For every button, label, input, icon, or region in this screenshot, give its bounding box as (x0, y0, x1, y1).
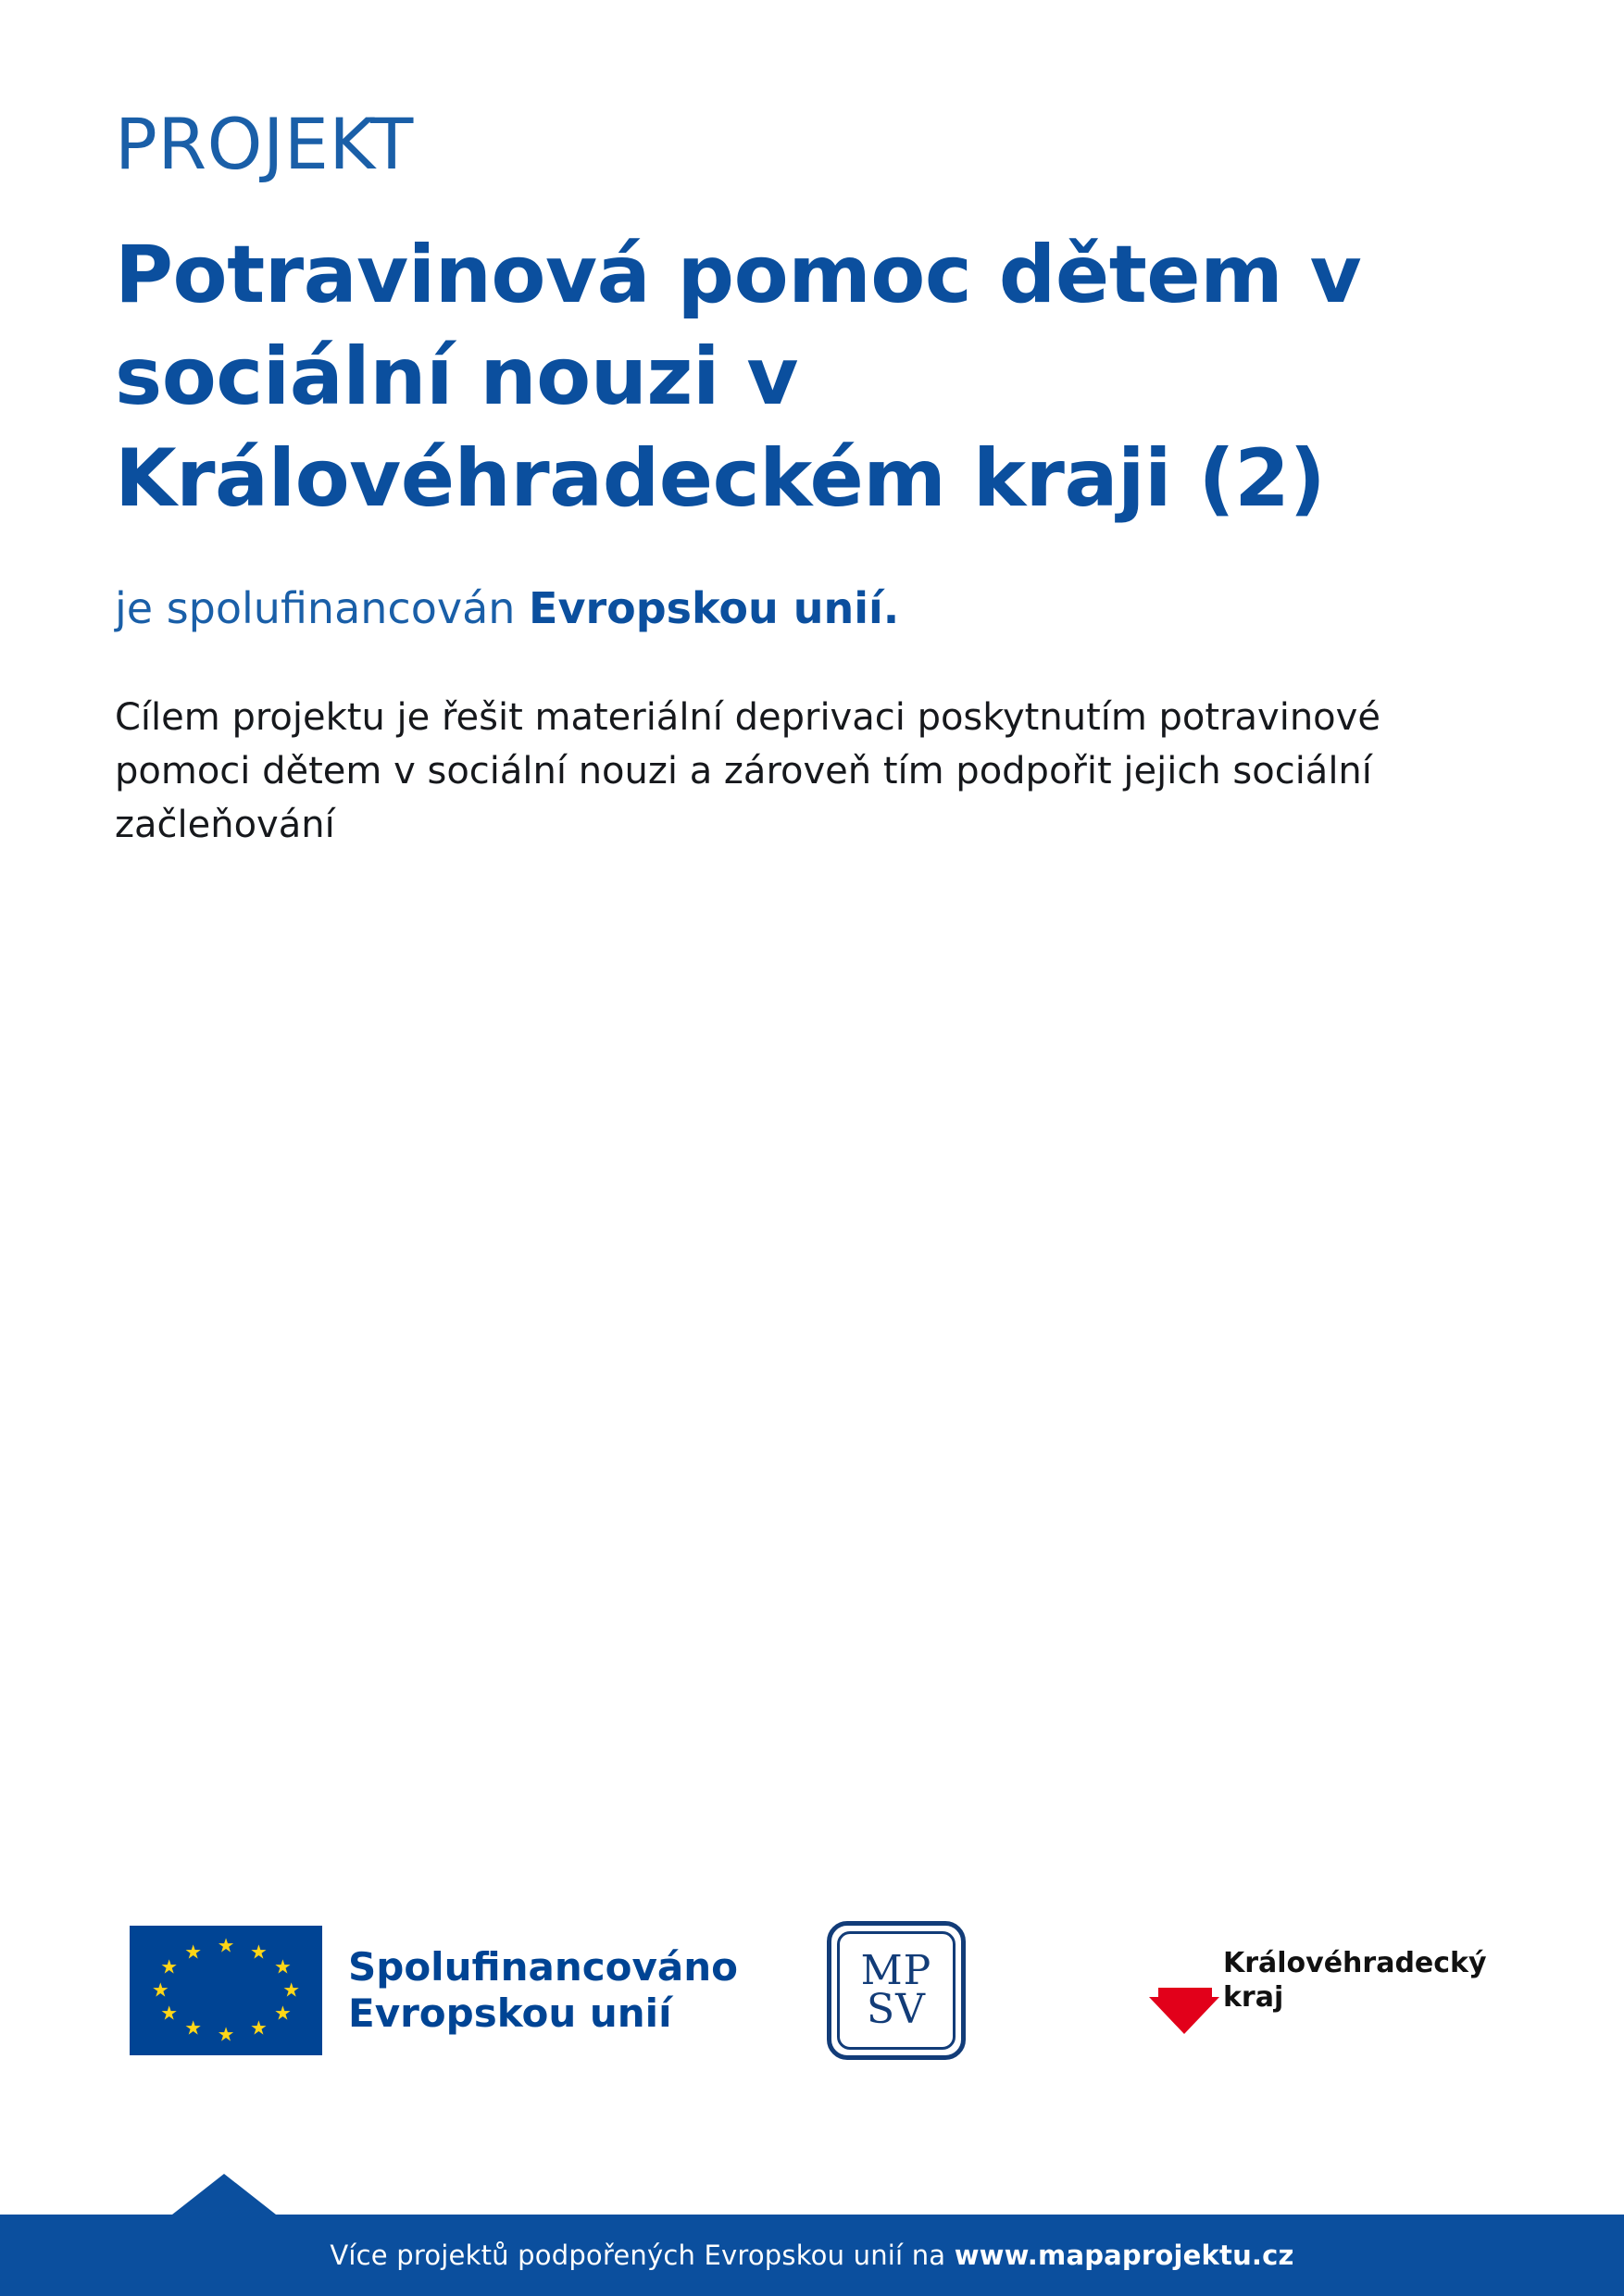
logo-strip (130, 1916, 1500, 2065)
eu-flag-icon: ★ ★ ★ ★ ★ ★ ★ ★ ★ ★ ★ ★ (130, 1926, 322, 2055)
cofinancing-subtitle (115, 581, 1504, 637)
footer-bar (0, 2215, 1624, 2296)
eyebrow-label: PROJEKT (115, 103, 414, 185)
subtitle-prefix: je spolufinancován (115, 583, 530, 634)
footer-text (330, 2240, 1293, 2271)
footer-notch-shape (172, 2174, 276, 2215)
khk-arrow-icon (1149, 1997, 1219, 2034)
mpsv-logo-inner-frame (837, 1931, 956, 2050)
mpsv-logo-line1: MP (860, 1946, 932, 1994)
eu-logo-text (348, 1944, 738, 2036)
kralovehradecky-kraj-logo (1142, 1930, 1487, 2051)
khk-logo-text (1223, 1947, 1487, 2015)
footer-text-prefix: Více projektů podpořených Evropskou unií na (330, 2240, 955, 2271)
poster-content (115, 103, 1504, 852)
project-description: Cílem projektu je řešit materiální deprivaci poskytnutím potravinové pomoci dětem v sociální nouzi a zároveň tím podpořit jejich sociální začleňování (115, 696, 1380, 847)
eu-cofinancing-logo (130, 1926, 738, 2055)
mpsv-logo-line2: SV (867, 1986, 926, 2033)
page-title: Potravinová pomoc dětem v sociální nouzi v Královéhradeckém kraji (2) (115, 229, 1362, 526)
footer-link[interactable]: www.mapaprojektu.cz (954, 2240, 1294, 2271)
eu-logo-line1: Spolufinancováno (348, 1944, 738, 1990)
subtitle-strong: Evropskou unií. (529, 583, 900, 634)
khk-logo-line1: Královéhradecký (1222, 1947, 1487, 1979)
khk-logo-line2: kraj (1222, 1980, 1284, 2014)
eu-logo-line2: Evropskou unií (348, 1990, 672, 2036)
mpsv-logo (827, 1921, 966, 2060)
